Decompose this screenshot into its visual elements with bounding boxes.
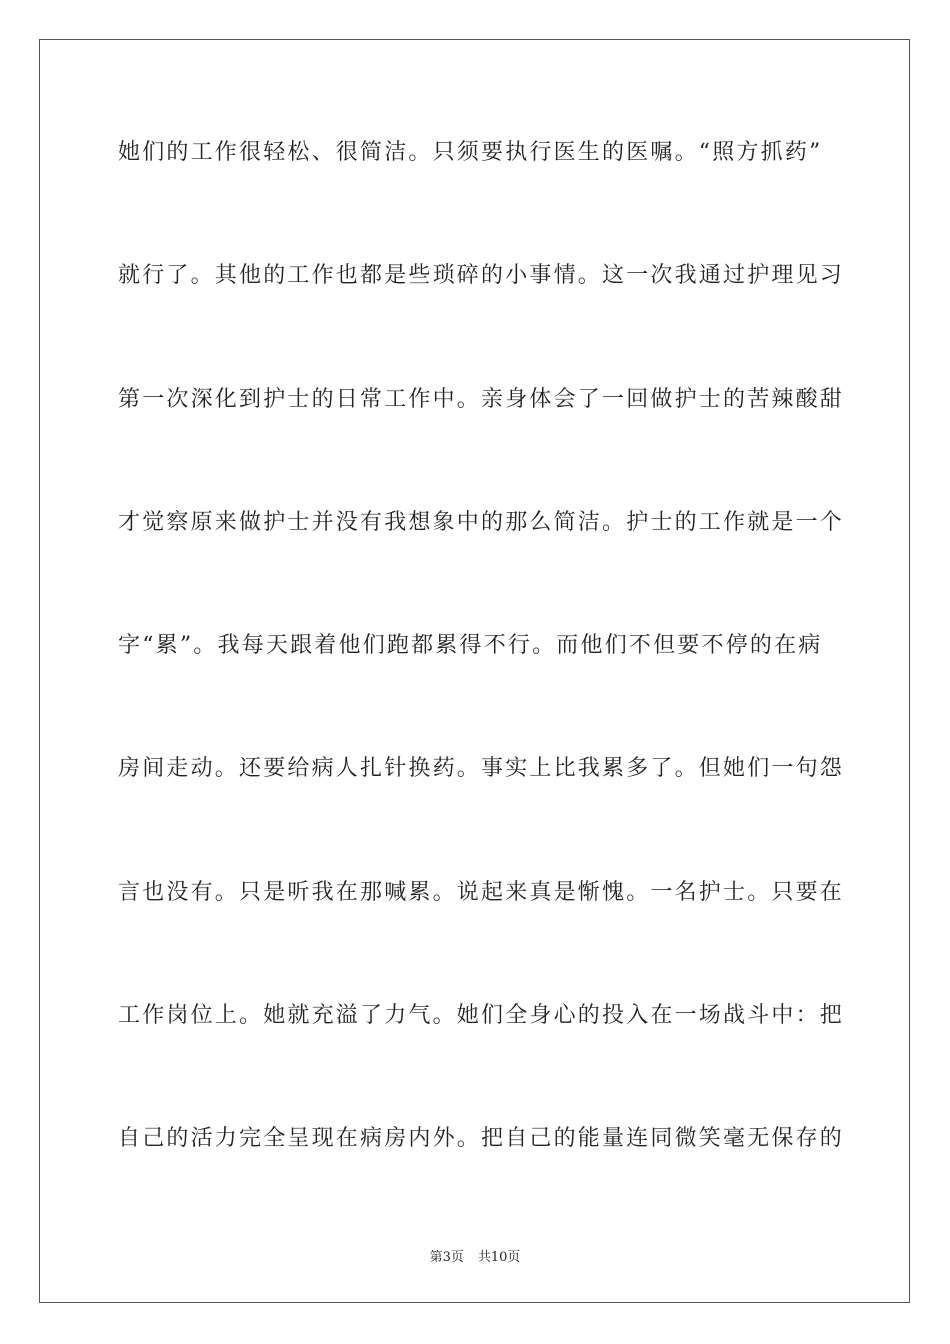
text-line: 第一次深化到护士的日常工作中。亲身体会了一回做护士的苦辣酸甜 <box>118 386 845 412</box>
page-total: 共10页 <box>477 1250 521 1265</box>
text-line: 自己的活力完全呈现在病房内外。把自己的能量连同微笑毫无保存的 <box>118 1126 845 1152</box>
page-number: 第3页 <box>429 1250 464 1265</box>
text-line: 房间走动。还要给病人扎针换药。事实上比我累多了。但她们一句怨 <box>118 756 845 782</box>
text-line: 字“累”。我每天跟着他们跑都累得不行。而他们不但要不停的在病 <box>118 633 823 659</box>
document-body <box>118 128 845 1238</box>
text-line: 她们的工作很轻松、很简洁。只须要执行医生的医嘱。“照方抓药” <box>118 140 823 165</box>
text-line: 工作岗位上。她就充溢了力气。她们全身心的投入在一场战斗中：把 <box>118 1003 845 1029</box>
text-line: 才觉察原来做护士并没有我想象中的那么简洁。护士的工作就是一个 <box>118 509 845 535</box>
page-footer <box>0 1246 950 1265</box>
text-line: 就行了。其他的工作也都是些琐碎的小事情。这一次我通过护理见习 <box>118 263 845 289</box>
text-line: 言也没有。只是听我在那喊累。说起来真是惭愧。一名护士。只要在 <box>118 879 845 905</box>
